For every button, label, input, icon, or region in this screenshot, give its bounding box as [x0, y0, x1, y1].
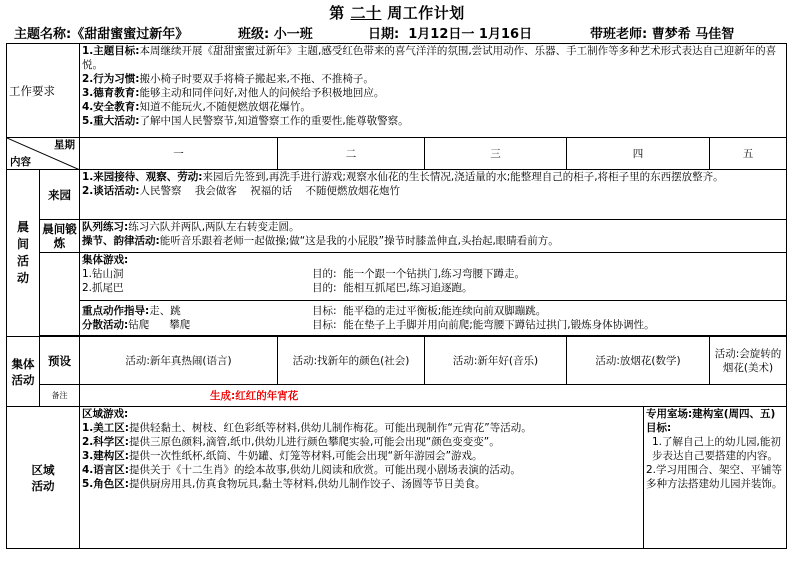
- theme-value: 《甜甜蜜蜜过新年》: [71, 27, 189, 42]
- preset-label: 预设: [40, 337, 80, 385]
- group-activity-row: [7, 337, 787, 385]
- requirements-label: 工作要求: [7, 44, 80, 138]
- area-item: 4.语言区:提供关于《十二生肖》的绘本故事,供幼儿阅读和欣赏。可能出现小剧场表演的活动。: [82, 464, 521, 476]
- note-text: 生成:红红的年宵花: [210, 389, 299, 402]
- group-games-row: [7, 253, 787, 301]
- class-info: [238, 23, 313, 42]
- arrival-content: 1.来园接待、观察、劳动:来园后先签到,再洗手进行游戏;观察水仙花的生长情况,浇适量的水;能整理自己的柜子,将柜子里的东西摆放整齐。 2.谈话活动:人民警察 我会做客 祝福的话 不随便燃放烟花炮竹: [80, 170, 787, 220]
- area-games-content: [80, 407, 644, 549]
- movement-row: [7, 301, 787, 336]
- teacher-info: [590, 23, 734, 42]
- game-item: 2.抓尾巴 目的: 能相互抓尾巴,练习追逐跑。: [82, 282, 473, 294]
- group-activity-label: 集体活动: [7, 337, 40, 407]
- requirement-item: 3.德育教育:能够主动和同伴问好,对他人的问候给予积极地回应。: [82, 87, 385, 99]
- arrival-label: 来园: [40, 170, 80, 220]
- note-row: [7, 385, 787, 407]
- date-label: 日期:: [368, 27, 400, 42]
- area-activity-label: 区域活动: [7, 407, 80, 549]
- preset-monday: 活动:新年真热闹(语言): [80, 337, 278, 385]
- area-item: 2.科学区:提供三原色颜料,滴管,纸巾,供幼儿进行颜色攀爬实验,可能会出现“颜色变变变”。: [82, 436, 500, 448]
- teacher-label: 带班老师:: [590, 27, 648, 42]
- theme-label: 主题名称:: [14, 27, 72, 42]
- date-value: 1月12日一 1月16日: [408, 27, 533, 42]
- area-row: [7, 407, 787, 549]
- day-monday: 一: [80, 138, 278, 170]
- preset-wednesday: 活动:新年好(音乐): [425, 337, 567, 385]
- arrival-row: [7, 170, 787, 220]
- movement-content: 重点动作指导:走、跳 目标: 能平稳的走过平衡板;能连续向前双脚蹦跳。 分散活动:钻爬 攀爬 目标: 能在垫子上手脚并用向前爬;能弯腰下蹲钻过拱门,锻炼身体协调性。: [80, 301, 787, 336]
- corner-weekday-label: 星期: [54, 139, 75, 151]
- exercise-content: 队列练习:练习六队并两队,两队左右转变走圆。 操节、韵律活动:能听音乐跟着老师一起做操;做“这是我的小屁股”操节时膝盖伸直,头抬起,眼睛看前方。: [80, 220, 787, 253]
- preset-tuesday: 活动:找新年的颜色(社会): [278, 337, 425, 385]
- requirement-item: 1.主题目标:本周继续开展《甜甜蜜蜜过新年》主题,感受红色带来的喜气洋洋的氛围,尝试用动作、乐器、手工制作等多种艺术形式表达自己迎新年的喜悦。: [82, 45, 777, 71]
- requirement-item: 2.行为习惯:搬小椅子时要双手将椅子搬起来,不拖、不推椅子。: [82, 73, 374, 85]
- exercise-label-spacer: [40, 253, 80, 301]
- plan-table: [6, 43, 787, 549]
- requirement-item: 4.安全教育:知道不能玩火,不随便燃放烟花爆竹。: [82, 101, 311, 113]
- special-goal: 1.了解自己上的幼儿园,能初步表达自己要搭建的内容。: [652, 436, 781, 462]
- movement-label-spacer: [40, 301, 80, 336]
- group-games-head: 集体游戏:: [82, 254, 129, 266]
- special-room-content: 专用室场:建构室(周四、五) 目标: 1.了解自己上的幼儿园,能初步表达自己要搭建的内容。 2.学习用围合、架空、平铺等多种方法搭建幼儿园并装饰。: [644, 407, 787, 549]
- area-item: 3.建构区:提供一次性纸杯,纸筒、牛奶罐、灯笼等材料,可能会出现“新年游园会”游戏。: [82, 450, 483, 462]
- day-friday: 五: [710, 138, 787, 170]
- area-item: 5.角色区:提供厨房用具,仿真食物玩具,黏土等材料,供幼儿制作饺子、汤圆等节日美食。: [82, 478, 486, 490]
- exercise-row: [7, 220, 787, 253]
- date-info: [368, 23, 532, 42]
- corner-cell: [7, 138, 80, 170]
- theme-info: [14, 23, 188, 42]
- area-item: 1.美工区:提供轻黏土、树枝、红色彩纸等材料,供幼儿制作梅花。可能出现制作“元宵花”等活动。: [82, 422, 532, 434]
- special-goal: 2.学习用围合、架空、平铺等多种方法搭建幼儿园并装饰。: [646, 464, 783, 490]
- page-title: [0, 2, 794, 23]
- requirement-item: 5.重大活动:了解中国人民警察节,知道警察工作的重要性,能尊敬警察。: [82, 115, 409, 127]
- title-suffix: 周工作计划: [387, 4, 465, 22]
- note-label: 备注: [40, 385, 80, 407]
- requirements-content: [80, 44, 787, 138]
- game-item: 1.钻山洞 目的: 能一个跟一个钻拱门,练习弯腰下蹲走。: [82, 268, 526, 280]
- class-value: 小一班: [273, 27, 313, 42]
- weekday-header-row: [7, 138, 787, 170]
- requirements-row: [7, 44, 787, 138]
- note-content: [80, 385, 787, 407]
- week-number: 二十: [350, 4, 382, 22]
- day-wednesday: 三: [425, 138, 567, 170]
- day-thursday: 四: [567, 138, 710, 170]
- group-games-content: [80, 253, 787, 301]
- exercise-label: 晨间锻炼: [40, 220, 80, 253]
- class-label: 班级:: [238, 27, 270, 42]
- title-prefix: 第: [329, 4, 345, 22]
- preset-thursday: 活动:放烟花(数学): [567, 337, 710, 385]
- teacher-value: 曹梦希 马佳智: [651, 27, 735, 42]
- preset-friday: 活动:会旋转的烟花(美术): [710, 337, 787, 385]
- day-tuesday: 二: [278, 138, 425, 170]
- corner-content-label: 内容: [10, 156, 31, 168]
- morning-activity-label: 晨间活动: [7, 170, 40, 337]
- area-games-head: 区域游戏:: [82, 408, 129, 420]
